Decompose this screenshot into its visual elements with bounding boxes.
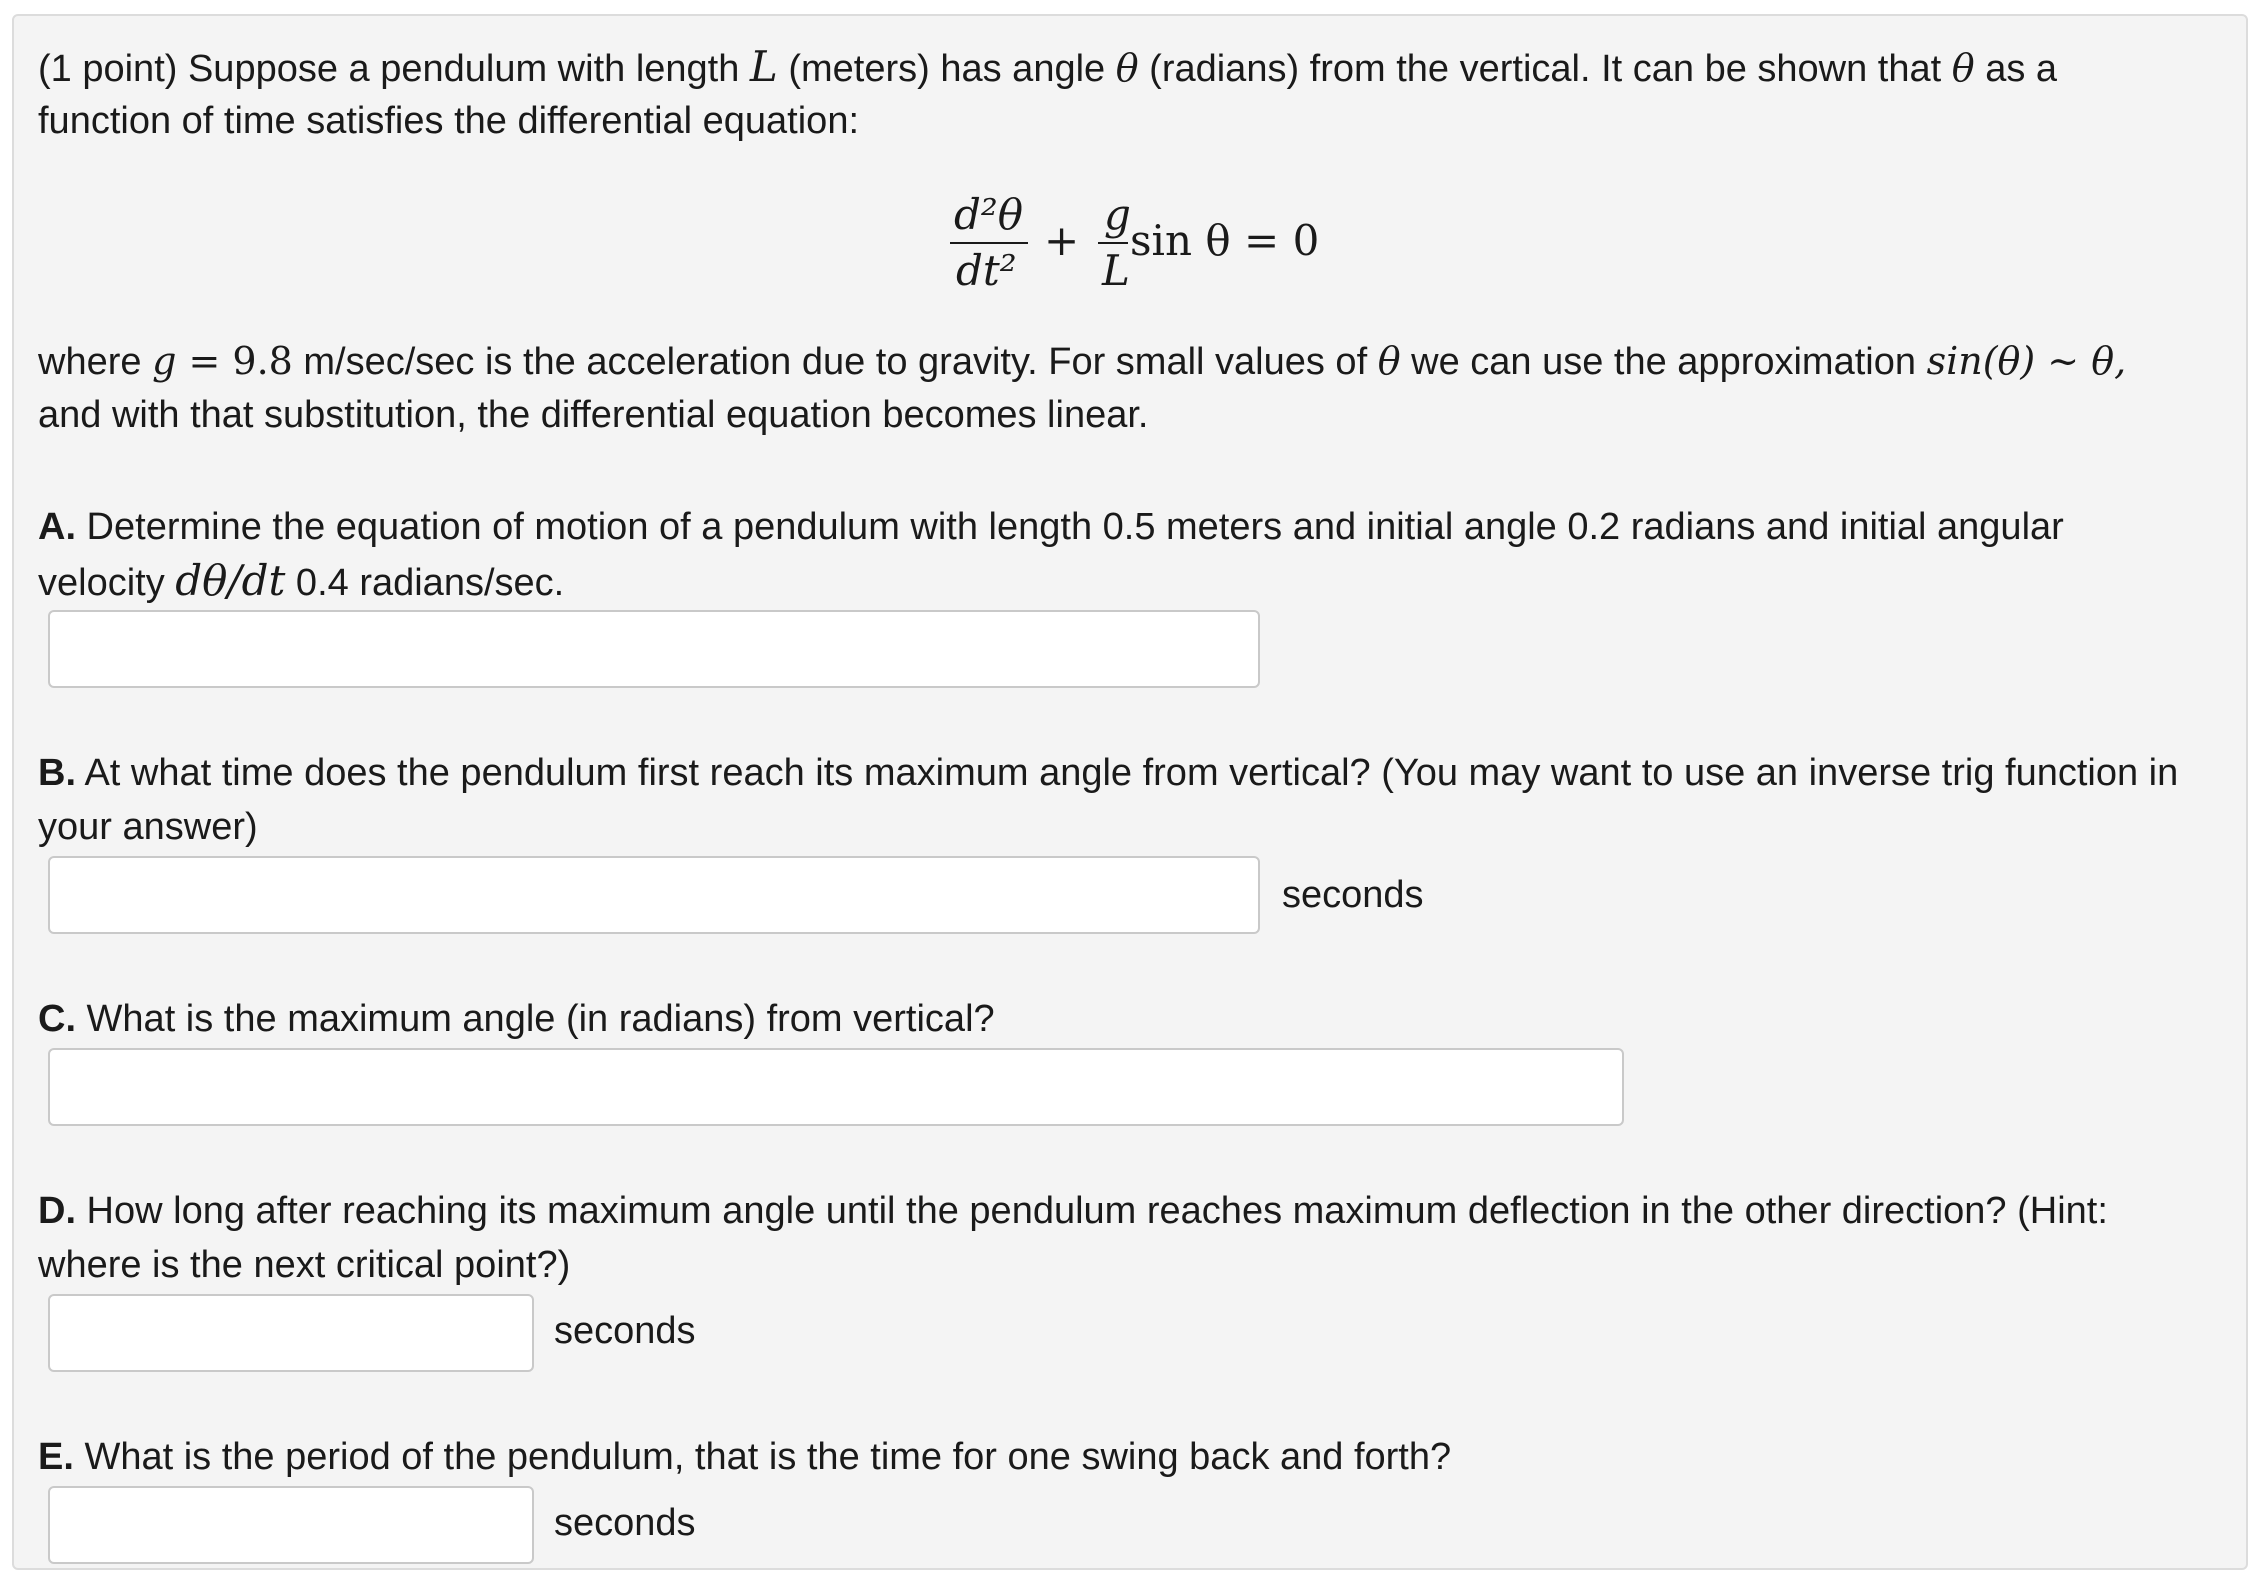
part-e-question: E. What is the period of the pendulum, that is the time for one swing back and forth? [38, 1436, 1452, 1478]
part-b-unit: seconds [1282, 874, 1424, 916]
part-e-answer-input[interactable] [48, 1486, 534, 1564]
part-d-question-line-2: where is the next critical point?) [38, 1244, 571, 1286]
intro-line-1: (1 point) Suppose a pendulum with length L (meters) has angle θ (radians) from the vertical. It can be shown that θ as a [38, 42, 2058, 91]
eq-plus: + [1044, 216, 1080, 265]
part-b-question-line-1: B. At what time does the pendulum first reach its maximum angle from vertical? (You may want to use an inverse trig function in [38, 752, 2179, 794]
eq-numerator-1: d²θ [954, 190, 1024, 239]
part-a-answer-input[interactable] [48, 610, 1260, 688]
where-line-1: where g = 9.8 m/sec/sec is the acceleration due to gravity. For small values of θ we can use the approximation sin(θ) ∼ θ, [38, 339, 2127, 383]
eq-denominator-2: L [1102, 246, 1130, 295]
part-c-answer-input[interactable] [48, 1048, 1624, 1126]
part-b-question-line-2: your answer) [38, 806, 258, 848]
part-b-answer-input[interactable] [48, 856, 1260, 934]
part-d-answer-input[interactable] [48, 1294, 534, 1372]
part-e-unit: seconds [554, 1502, 696, 1544]
eq-rest: sin θ = 0 [1130, 216, 1320, 265]
where-line-2: and with that substitution, the differential equation becomes linear. [38, 394, 1149, 436]
eq-denominator-1: dt² [956, 246, 1017, 295]
intro-line-2: function of time satisfies the differential equation: [38, 100, 860, 142]
part-d-question-line-1: D. How long after reaching its maximum angle until the pendulum reaches maximum deflection in the other direction? (Hint: [38, 1190, 2108, 1232]
part-a-question-line-2: velocity dθ/dt 0.4 radians/sec. [38, 556, 565, 605]
eq-numerator-2: g [1104, 190, 1131, 239]
part-a-question-line-1: A. Determine the equation of motion of a pendulum with length 0.5 meters and initial angle 0.2 radians and initial angular [38, 506, 2064, 548]
part-c-question: C. What is the maximum angle (in radians) from vertical? [38, 998, 995, 1040]
part-d-unit: seconds [554, 1310, 696, 1352]
differential-equation [940, 182, 1360, 312]
